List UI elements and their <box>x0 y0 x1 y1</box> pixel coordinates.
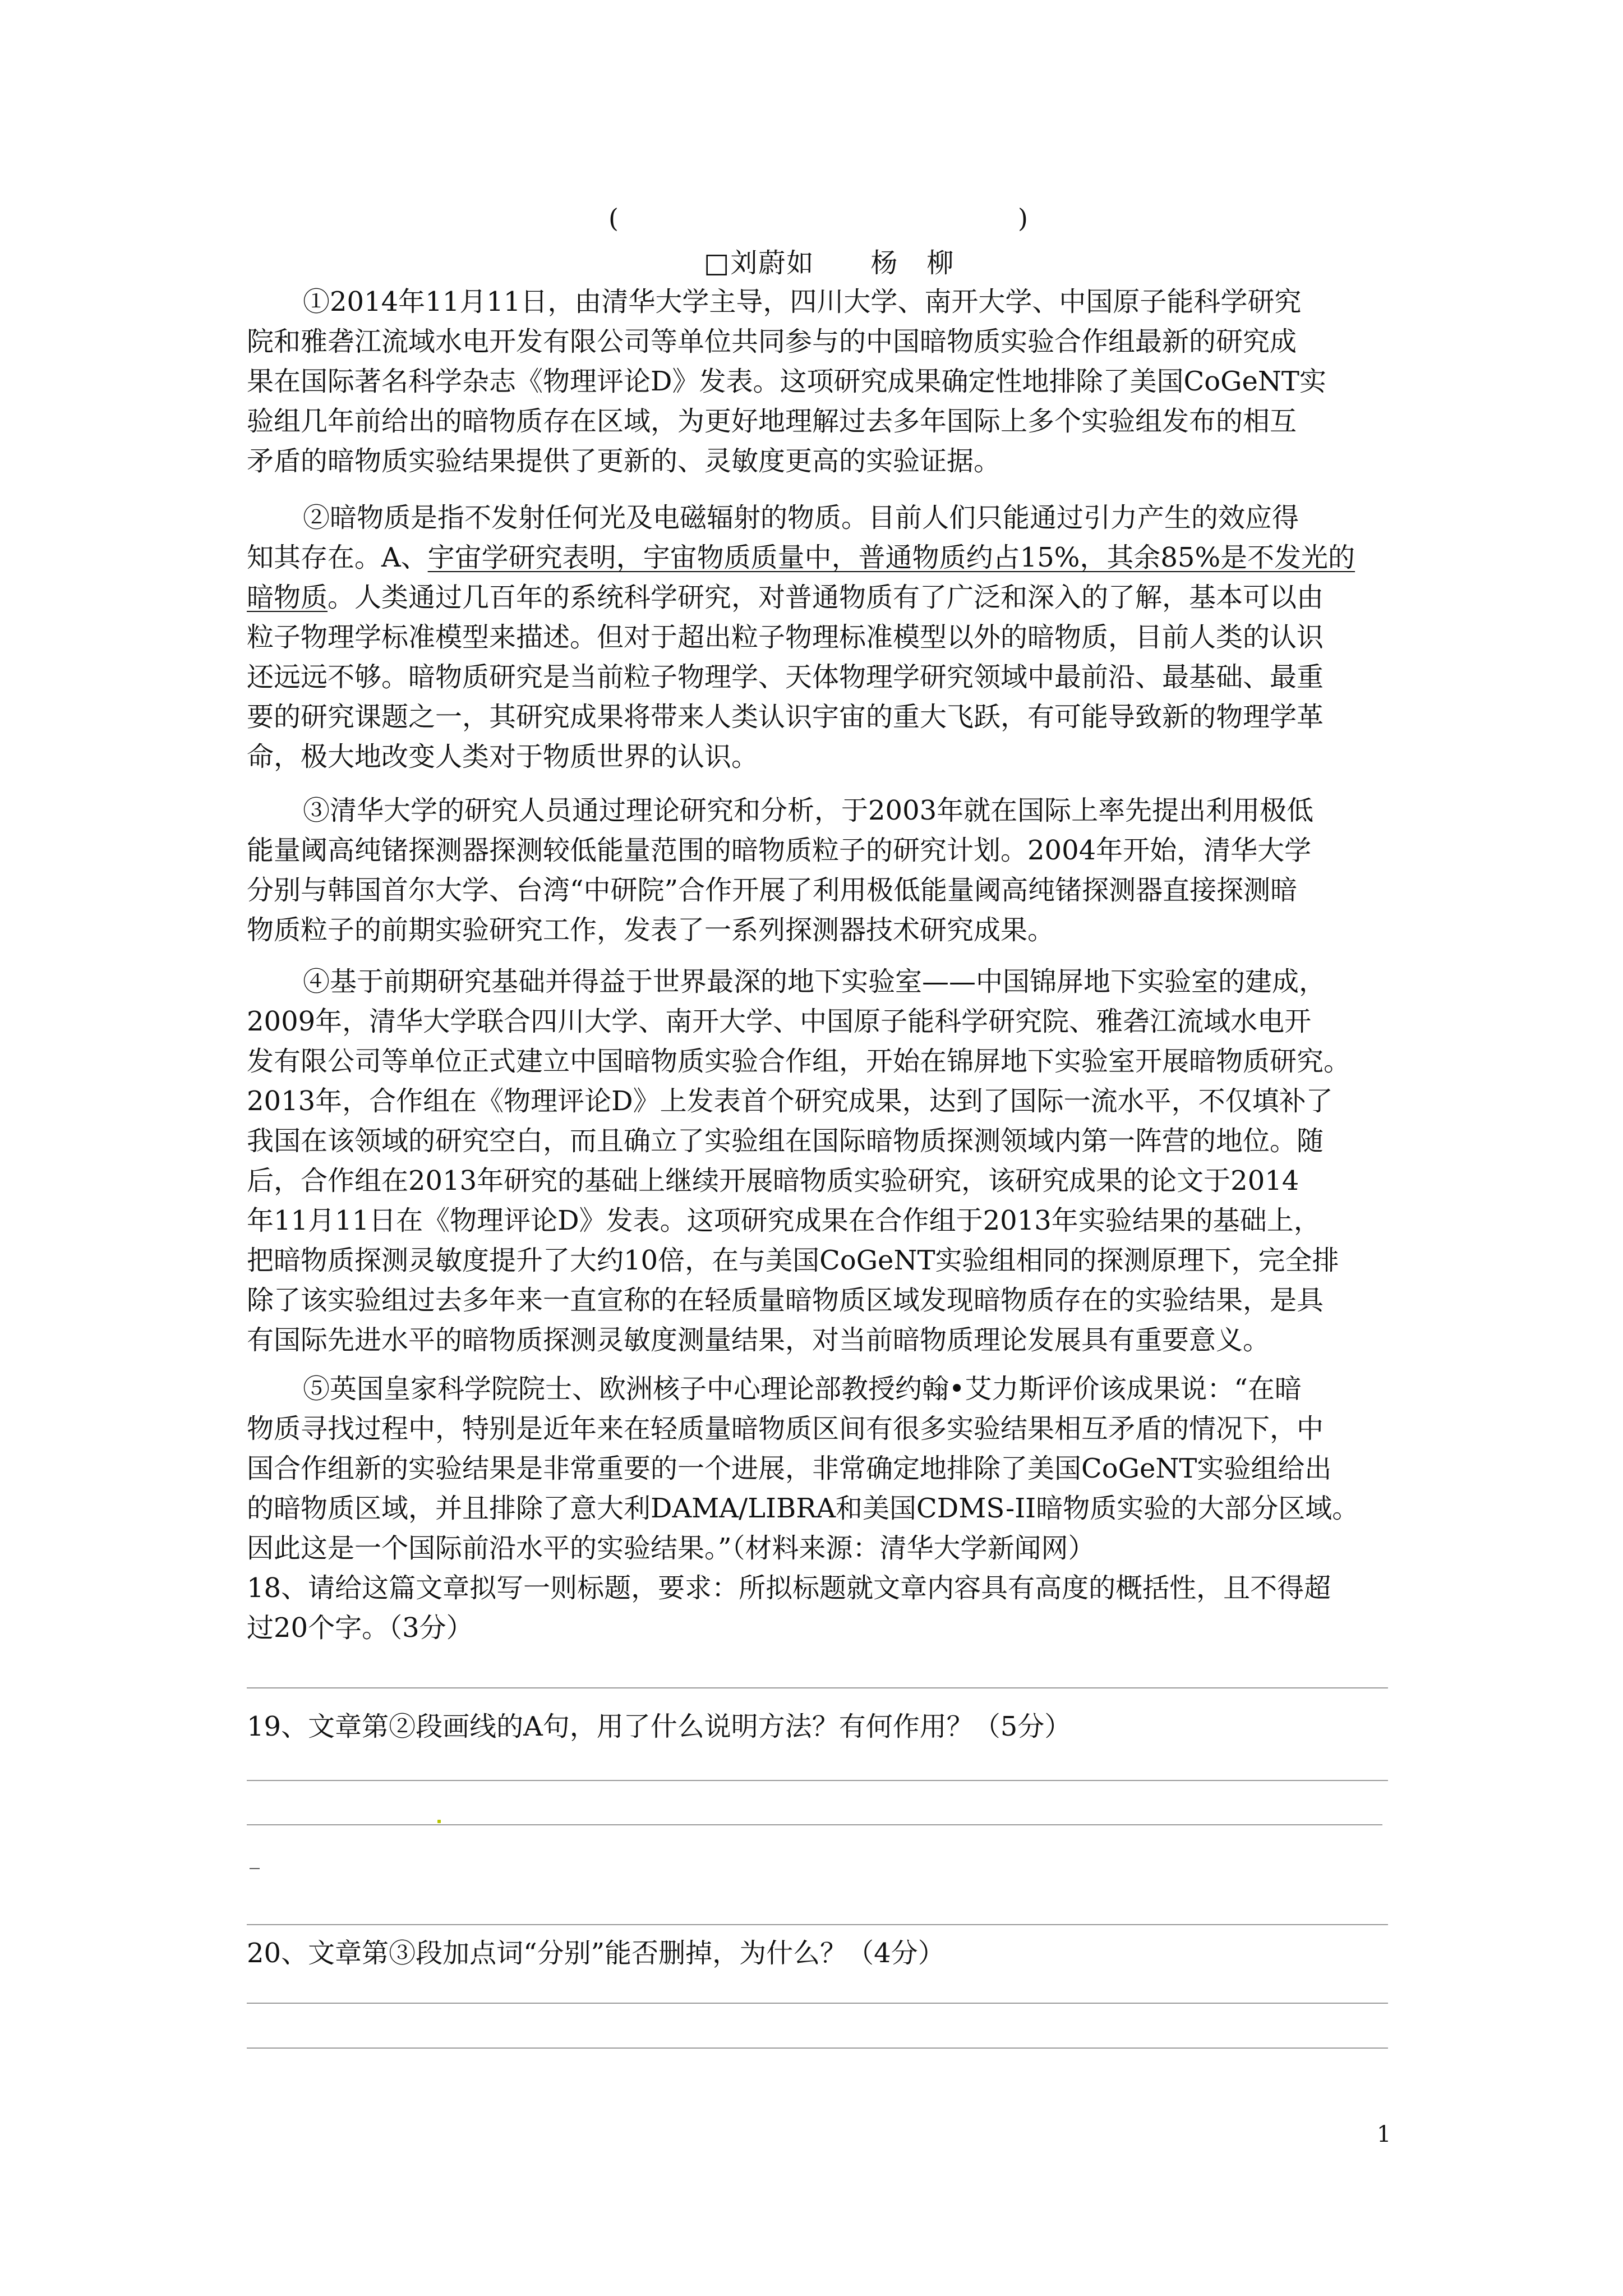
body-line-4: 验组几年前给出的暗物质存在区域，为更好地理解过去多年国际上多个实验组发布的相互 <box>247 406 1297 437</box>
body-line-1: ①2014年11月11日，由清华大学主导，四川大学、南开大学、中国原子能科学研究 <box>303 286 1302 318</box>
body-line-15: 分别与韩国首尔大学、台湾“中研院”合作开展了利用极低能量阈高纯锗探测器直接探测暗 <box>247 875 1298 906</box>
body-line-8 <box>247 581 1324 614</box>
body-line-30: 的暗物质区域，并且排除了意大利DAMA/LIBRA和美国CDMS-II暗物质实验的大部分区域。 <box>247 1493 1359 1524</box>
body-line-24: 把暗物质探测灵敏度提升了大约10倍，在与美国CoGeNT实验组相同的探测原理下，完全排 <box>247 1245 1339 1276</box>
question-19: 19、文章第②段画线的A句，用了什么说明方法？有何作用？（5分） <box>247 1711 1072 1742</box>
body-line-5: 矛盾的暗物质实验结果提供了更新的、灵敏度更高的实验证据。 <box>247 445 1001 477</box>
body-line-23: 年11月11日在《物理评论D》发表。这项研究成果在合作组于2013年实验结果的基础上， <box>247 1205 1321 1236</box>
answer-line-q19-2[interactable] <box>247 1824 1382 1825</box>
body-line-19: 发有限公司等单位正式建立中国暗物质实验合作组，开始在锦屏地下实验室开展暗物质研究。 <box>247 1046 1351 1077</box>
answer-line-q20-1[interactable] <box>247 2003 1388 2004</box>
byline: □刘蔚如 杨 柳 <box>704 247 955 279</box>
body-line-6: ②暗物质是指不发射任何光及电磁辐射的物质。目前人们只能通过引力产生的效应得 <box>303 502 1299 533</box>
body-line-2: 院和雅砻江流域水电开发有限公司等单位共同参与的中国暗物质实验合作组最新的研究成 <box>247 326 1297 357</box>
body-line-20: 2013年，合作组在《物理评论D》上发表首个研究成果，达到了国际一流水平，不仅填补了 <box>247 1085 1333 1117</box>
page-number: 1 <box>1377 2122 1391 2147</box>
body-line-14: 能量阈高纯锗探测器探测较低能量范围的暗物质粒子的研究计划。2004年开始，清华大学 <box>247 835 1312 866</box>
body-line-22: 后，合作组在2013年研究的基础上继续开展暗物质实验研究，该研究成果的论文于2014 <box>247 1165 1299 1197</box>
stray-dot-mark <box>437 1820 441 1823</box>
body-line-28: 物质寻找过程中，特别是近年来在轻质量暗物质区间有很多实验结果相互矛盾的情况下，中 <box>247 1413 1324 1444</box>
answer-line-q20-2[interactable] <box>247 2047 1388 2049</box>
body-line-29: 国合作组新的实验结果是非常重要的一个进展，非常确定地排除了美国CoGeNT实验组给出 <box>247 1453 1332 1484</box>
body-line-27: ⑤英国皇家科学院院士、欧洲核子中心理论部教授约翰•艾力斯评价该成果说：“在暗 <box>303 1373 1302 1405</box>
answer-line-q19-1[interactable] <box>247 1780 1388 1781</box>
answer-line-q18[interactable] <box>247 1687 1388 1688</box>
line8-rest: 。人类通过几百年的系统科学研究，对普通物质有了广泛和深入的了解，基本可以由 <box>328 582 1324 613</box>
answer-line-q19-3[interactable] <box>247 1924 1388 1925</box>
sentence-a-underlined-end: 暗物质 <box>247 582 328 613</box>
body-line-17: ④基于前期研究基础并得益于世界最深的地下实验室——中国锦屏地下实验室的建成， <box>303 966 1326 997</box>
body-line-3: 果在国际著名科学杂志《物理评论D》发表。这项研究成果确定性地排除了美国CoGeNT实 <box>247 366 1326 397</box>
line7-prefix: 知其存在。A、 <box>247 542 428 573</box>
stray-dash-mark <box>250 1868 260 1869</box>
title-paren-close: ) <box>1018 203 1028 233</box>
body-line-10: 还远远不够。暗物质研究是当前粒子物理学、天体物理学研究领域中最前沿、最基础、最重 <box>247 661 1324 693</box>
question-18-line-2: 过20个字。（3分） <box>247 1612 473 1644</box>
body-line-21: 我国在该领域的研究空白，而且确立了实验组在国际暗物质探测领域内第一阵营的地位。随 <box>247 1125 1324 1157</box>
body-line-7 <box>247 541 1355 574</box>
body-line-16: 物质粒子的前期实验研究工作，发表了一系列探测器技术研究成果。 <box>247 914 1055 946</box>
body-line-9: 粒子物理学标准模型来描述。但对于超出粒子物理标准模型以外的暗物质，目前人类的认识 <box>247 622 1324 653</box>
question-18-line-1: 18、请给这篇文章拟写一则标题，要求：所拟标题就文章内容具有高度的概括性，且不得超 <box>247 1572 1331 1604</box>
body-line-11: 要的研究课题之一，其研究成果将带来人类认识宇宙的重大飞跃，有可能导致新的物理学革 <box>247 701 1324 733</box>
body-line-31: 因此这是一个国际前沿水平的实验结果。”（材料来源：清华大学新闻网） <box>247 1533 1095 1564</box>
body-line-18: 2009年，清华大学联合四川大学、南开大学、中国原子能科学研究院、雅砻江流域水电开 <box>247 1006 1312 1037</box>
body-line-12: 命，极大地改变人类对于物质世界的认识。 <box>247 741 759 772</box>
question-20: 20、文章第③段加点词“分别”能否删掉，为什么？（4分） <box>247 1938 945 1969</box>
sentence-a-underlined: 宇宙学研究表明，宇宙物质质量中，普通物质约占15%，其余85%是不发光的 <box>427 542 1355 573</box>
body-line-26: 有国际先进水平的暗物质探测灵敏度测量结果，对当前暗物质理论发展具有重要意义。 <box>247 1324 1270 1356</box>
body-line-13: ③清华大学的研究人员通过理论研究和分析，于2003年就在国际上率先提出利用极低 <box>303 795 1314 826</box>
title-paren-open: ( <box>608 203 619 233</box>
body-line-25: 除了该实验组过去多年来一直宣称的在轻质量暗物质区域发现暗物质存在的实验结果，是具 <box>247 1285 1324 1316</box>
